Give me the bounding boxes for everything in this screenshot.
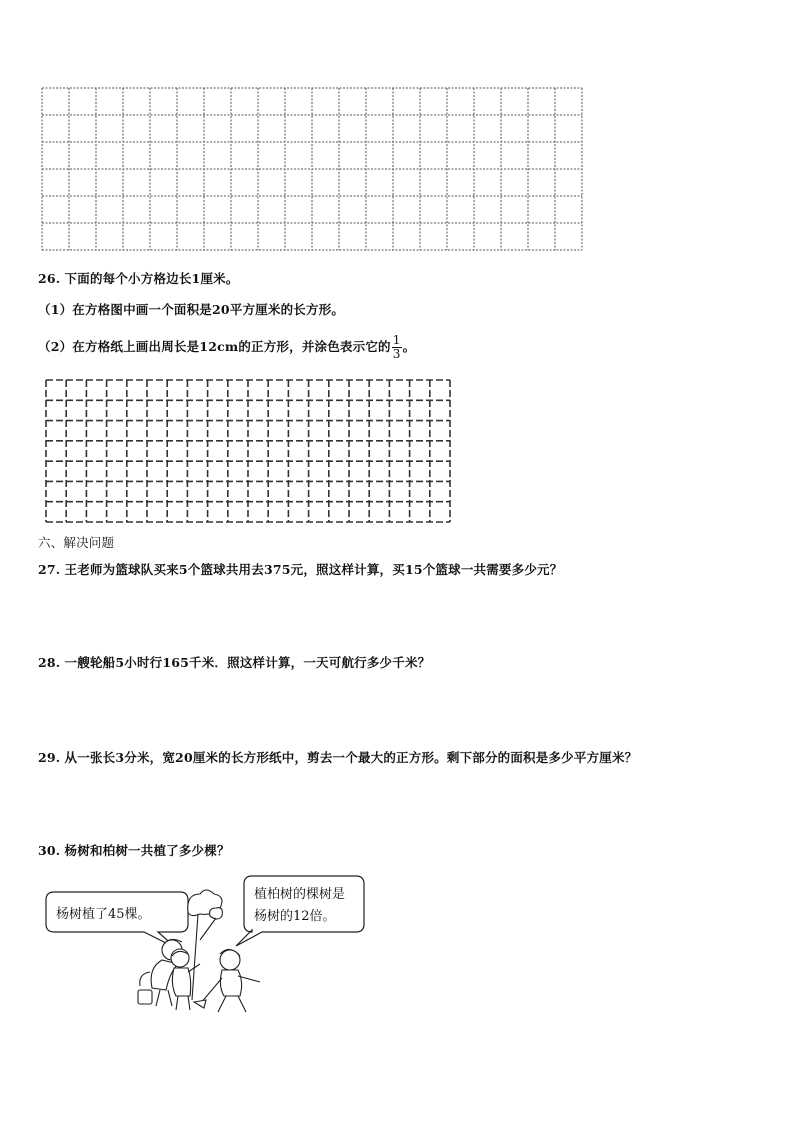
child-middle-icon	[171, 949, 200, 1010]
question-number: 28.	[38, 655, 61, 670]
square-grid-top	[40, 86, 586, 252]
question-text: 一艘轮船5小时行165千米．照这样计算，一天可航行多少千米？	[64, 655, 431, 670]
question-26-part-1	[38, 302, 344, 318]
question-part-text: （1）在方格图中画一个面积是20平方厘米的长方形。	[38, 302, 345, 317]
question-28	[38, 655, 430, 671]
tree-planting-illustration	[40, 872, 380, 1022]
question-text: 杨树和柏树一共植了多少棵？	[64, 843, 230, 858]
square-grid-dashed	[40, 374, 456, 526]
fraction-one-third	[392, 334, 402, 361]
question-text: 从一张长3分米，宽20厘米的长方形纸中，剪去一个最大的正方形。剩下部分的面积是多少平方厘米？	[64, 750, 638, 765]
question-26	[38, 271, 239, 287]
question-number: 30.	[38, 843, 61, 858]
question-part-text: （2）在方格纸上画出周长是12cm的正方形，并涂色表示它的	[38, 339, 391, 354]
question-29	[38, 750, 637, 766]
fraction-denominator: 3	[392, 347, 401, 361]
bubble-right-line-2: 杨树的12倍。	[254, 909, 336, 924]
question-text: 王老师为篮球队买来5个篮球共用去375元，照这样计算，买15个篮球一共需要多少元？	[64, 562, 563, 577]
child-right-icon	[194, 949, 260, 1012]
question-30	[38, 843, 230, 859]
question-27	[38, 562, 562, 578]
section-title: 六、解决问题	[38, 535, 115, 550]
question-text: 下面的每个小方格边长1厘米。	[64, 271, 239, 286]
bubble-right-line-1: 植柏树的棵树是	[254, 887, 346, 902]
question-part-end: 。	[402, 339, 416, 354]
question-number: 27.	[38, 562, 61, 577]
fraction-numerator: 1	[392, 333, 401, 347]
question-number: 26.	[38, 271, 61, 286]
question-number: 29.	[38, 750, 61, 765]
bubble-left-text: 杨树植了45棵。	[56, 907, 151, 922]
question-26-part-2	[38, 334, 415, 361]
